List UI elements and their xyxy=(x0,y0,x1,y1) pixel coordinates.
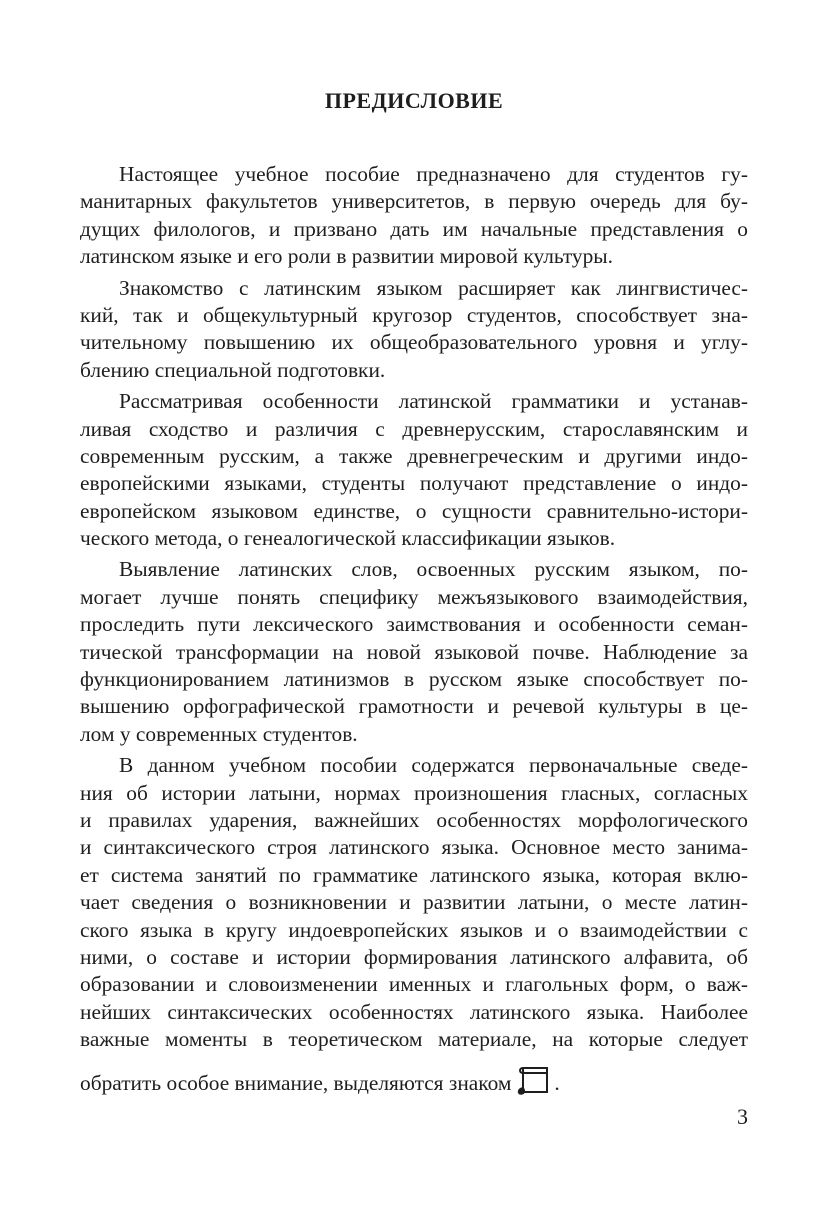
text-line: Выявление латинских слов, освоенных русским языком, по- xyxy=(119,557,748,582)
text-line: ческого метода, о генеалогической классификации языков. xyxy=(80,526,616,551)
text-line: дущих филологов, и призвано дать им начальные представления о xyxy=(80,216,748,241)
text-line: чает сведения о возникновении и развитии латыни, о месте латин- xyxy=(80,890,748,915)
text-line: функционированием латинизмов в русском языке способствует по- xyxy=(80,667,748,692)
paragraph-2 xyxy=(80,275,748,385)
paragraph-4 xyxy=(80,556,748,748)
text-line: кий, так и общекультурный кругозор студентов, способствует зна- xyxy=(80,302,748,327)
scroll-note-icon xyxy=(516,1064,552,1096)
text-line: В данном учебном пособии содержатся первоначальные сведе- xyxy=(119,753,748,778)
final-line-text: обратить особое внимание, выделяются знаком xyxy=(80,1070,512,1095)
text-line: проследить пути лексического заимствования и особенности семан- xyxy=(80,612,748,637)
text-line: современным русским, а также древнегреческим и другими индо- xyxy=(80,443,748,468)
final-text-line xyxy=(80,1064,748,1098)
book-page xyxy=(80,0,748,1211)
page-number: 3 xyxy=(737,1104,748,1129)
text-line: ния об истории латыни, нормах произношения гласных, согласных xyxy=(80,780,748,805)
page-title: ПРЕДИСЛОВИЕ xyxy=(324,88,504,113)
text-line: вышению орфографической грамотности и речевой культуры в це- xyxy=(80,694,748,719)
final-line-end: . xyxy=(554,1070,560,1095)
text-line: ливая сходство и различия с древнерусским, старославянским и xyxy=(80,416,748,441)
text-line: Рассматривая особенности латинской грамматики и устанав- xyxy=(119,389,748,414)
text-line: нейших синтаксических особенностях латинского языка. Наиболее xyxy=(80,999,748,1024)
text-line: европейском языковом единстве, о сущности сравнительно-истори- xyxy=(80,498,748,523)
text-line: Настоящее учебное пособие предназначено для студентов гу- xyxy=(119,162,748,186)
text-line: ет система занятий по грамматике латинского языка, которая вклю- xyxy=(80,862,748,887)
text-line: и правилах ударения, важнейших особенностях морфологического xyxy=(80,807,748,832)
text-line: европейскими языками, студенты получают представление о индо- xyxy=(80,471,748,496)
text-line: ними, о составе и истории формирования латинского алфавита, об xyxy=(80,944,748,969)
text-line: тической трансформации на новой языковой почве. Наблюдение за xyxy=(80,639,748,664)
paragraph-5 xyxy=(80,752,748,1097)
paragraph-3 xyxy=(80,388,748,552)
text-line: чительному повышению их общеобразовательного уровня и углу- xyxy=(80,330,748,355)
paragraph-1 xyxy=(80,161,748,271)
preface-body xyxy=(80,161,748,1098)
text-line: блению специальной подготовки. xyxy=(80,357,386,382)
text-line: и синтаксического строя латинского языка. Основное место занима- xyxy=(80,835,748,860)
text-line: манитарных факультетов университетов, в первую очередь для бу- xyxy=(80,189,748,214)
text-line: лом у современных студентов. xyxy=(80,721,358,746)
text-line: Знакомство с латинским языком расширяет как лингвистичес- xyxy=(119,275,748,300)
text-line: образовании и словоизменении именных и глагольных форм, о важ- xyxy=(80,972,748,997)
text-line: важные моменты в теоретическом материале, на которые следует xyxy=(80,1027,748,1052)
text-line: латинском языке и его роли в развитии мировой культуры. xyxy=(80,244,614,269)
text-line: могает лучше понять специфику межъязыкового взаимодействия, xyxy=(80,584,748,609)
text-line: ского языка в кругу индоевропейских языков и о взаимодействии с xyxy=(80,917,748,942)
